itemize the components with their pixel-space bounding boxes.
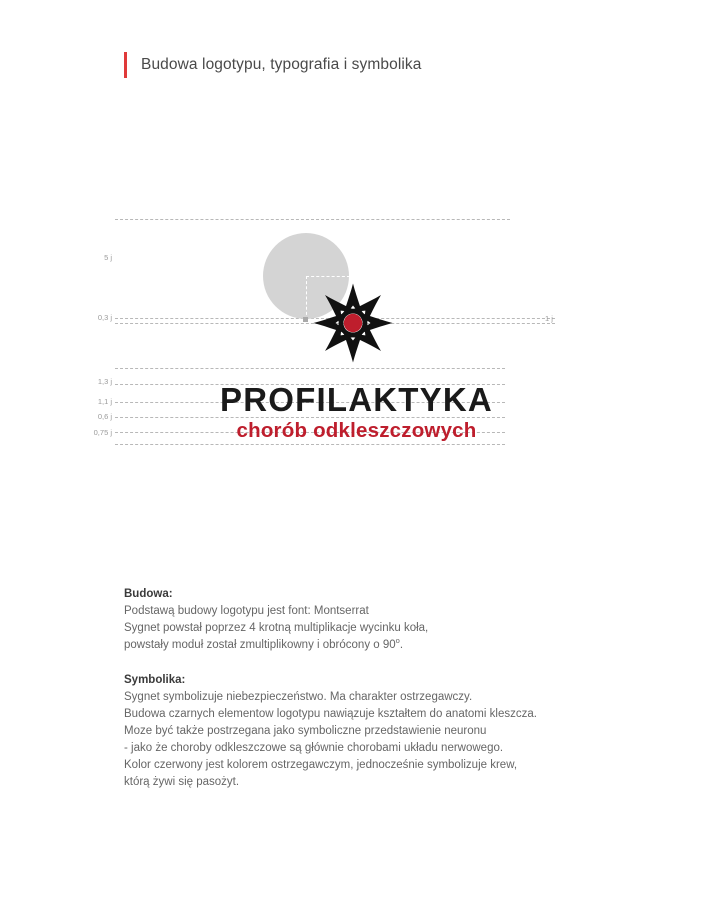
- note-line: Podstawą budowy logotypu jest font: Montserrat: [124, 605, 369, 617]
- note-line: Moze być także postrzegana jako symboliczne przedstawienie neuronu: [124, 725, 487, 737]
- logotype: [0, 383, 707, 443]
- unit-label: 0,3 j: [97, 313, 112, 322]
- sygnet-center-dot: [344, 314, 362, 332]
- unit-label: 1,1 j: [97, 397, 112, 406]
- notes-section: [124, 586, 644, 791]
- note-line: powstały moduł został zmultiplikowny i obrócony o 90$^o$.: [124, 636, 404, 651]
- unit-label: 1 j: [545, 314, 553, 323]
- note-line: Kolor czerwony jest kolorem ostrzegawczym, jednocześnie symbolizuje krew,: [124, 759, 518, 771]
- note-line: - jako że choroby odkleszczowe są głównie chorobami układu nerwowego.: [124, 742, 504, 754]
- note-block: [124, 672, 644, 791]
- note-heading: Symbolika:: [124, 674, 186, 686]
- unit-label: 1,3 j: [97, 377, 112, 386]
- note-heading: Budowa:: [124, 588, 173, 600]
- unit-label: 0,75 j: [93, 428, 112, 437]
- logotype-main-word: PROFILAKTYKA: [220, 381, 493, 418]
- unit-label: 0,6 j: [97, 412, 112, 421]
- note-line: Budowa czarnych elementow logotypu nawiązuje kształtem do anatomi kleszcza.: [124, 708, 537, 720]
- note-line: Sygnet powstał poprzez 4 krotną multiplikacje wycinku koła,: [124, 622, 429, 634]
- logotype-sub-word: chorób odkleszczowych: [236, 419, 477, 442]
- sygnet-logo-mark: [307, 277, 399, 369]
- page-title: Budowa logotypu, typografia i symbolika: [141, 56, 422, 73]
- guide-line: [115, 444, 505, 445]
- note-line: Sygnet symbolizuje niebezpieczeństwo. Ma charakter ostrzegawczy.: [124, 691, 473, 703]
- note-block: [124, 586, 644, 654]
- guide-line: [115, 219, 510, 220]
- note-line: którą żywi się pasożyt.: [124, 776, 240, 788]
- unit-label: 5 j: [104, 253, 112, 262]
- degree-symbol: o: [395, 636, 400, 646]
